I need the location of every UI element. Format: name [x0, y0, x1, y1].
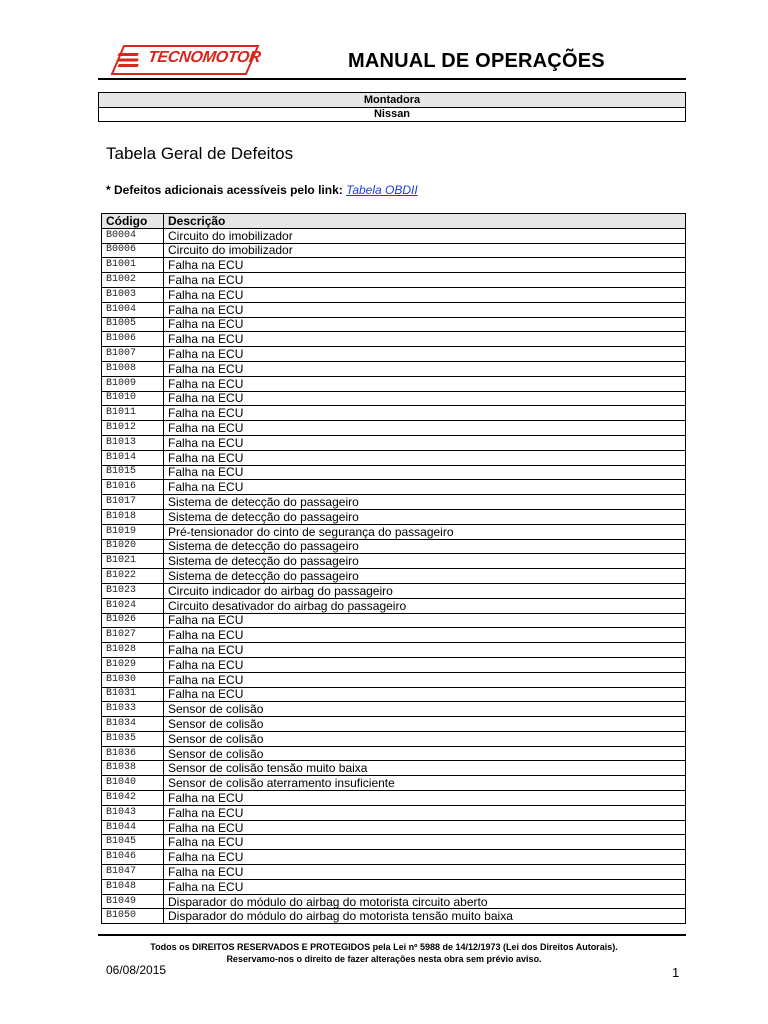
- obdii-table-link[interactable]: Tabela OBDII: [346, 183, 418, 197]
- manufacturer-label: Montadora: [99, 93, 685, 108]
- defect-code: B1019: [102, 524, 164, 539]
- defect-code: B1014: [102, 450, 164, 465]
- table-row: [102, 228, 686, 243]
- table-row: [102, 746, 686, 761]
- defect-description: Falha na ECU: [164, 465, 686, 480]
- defect-code: B1044: [102, 820, 164, 835]
- defect-code: B1017: [102, 495, 164, 510]
- defect-code: B1011: [102, 406, 164, 421]
- table-row: [102, 628, 686, 643]
- page-title: MANUAL DE OPERAÇÕES: [348, 50, 605, 72]
- table-row: [102, 820, 686, 835]
- defect-description: Circuito indicador do airbag do passageiro: [164, 583, 686, 598]
- defect-code: B1004: [102, 302, 164, 317]
- table-row: [102, 332, 686, 347]
- table-row: [102, 702, 686, 717]
- defect-code: B1046: [102, 850, 164, 865]
- defect-code: B1048: [102, 879, 164, 894]
- defect-code: B1013: [102, 435, 164, 450]
- defect-code: B1001: [102, 258, 164, 273]
- table-row: [102, 287, 686, 302]
- defect-code: B1027: [102, 628, 164, 643]
- defect-description: Sistema de detecção do passageiro: [164, 495, 686, 510]
- defect-code: B1030: [102, 672, 164, 687]
- defect-description: Falha na ECU: [164, 687, 686, 702]
- defects-table: [101, 213, 686, 924]
- defect-description: Falha na ECU: [164, 879, 686, 894]
- defect-description: Falha na ECU: [164, 657, 686, 672]
- defect-description: Sensor de colisão: [164, 717, 686, 732]
- table-row: [102, 835, 686, 850]
- defect-description: Falha na ECU: [164, 376, 686, 391]
- defect-description: Sistema de detecção do passageiro: [164, 509, 686, 524]
- table-row: [102, 865, 686, 880]
- defect-description: Falha na ECU: [164, 835, 686, 850]
- defect-code: B1021: [102, 554, 164, 569]
- defect-code: B1023: [102, 583, 164, 598]
- defect-code: B1008: [102, 361, 164, 376]
- table-row: [102, 465, 686, 480]
- table-row: [102, 480, 686, 495]
- defect-code: B1003: [102, 287, 164, 302]
- table-row: [102, 406, 686, 421]
- defect-code: B1050: [102, 909, 164, 924]
- defect-code: B1031: [102, 687, 164, 702]
- table-row: [102, 894, 686, 909]
- defect-description: Sistema de detecção do passageiro: [164, 554, 686, 569]
- defect-code: B1010: [102, 391, 164, 406]
- defect-code: B1009: [102, 376, 164, 391]
- defect-description: Sensor de colisão: [164, 731, 686, 746]
- defect-code: B1043: [102, 805, 164, 820]
- defect-description: Falha na ECU: [164, 850, 686, 865]
- header-divider: [98, 78, 686, 80]
- table-row: [102, 495, 686, 510]
- table-row: [102, 717, 686, 732]
- defect-description: Sensor de colisão: [164, 746, 686, 761]
- table-row: [102, 524, 686, 539]
- table-row: [102, 509, 686, 524]
- defect-description: Sensor de colisão: [164, 702, 686, 717]
- defect-code: B1007: [102, 347, 164, 362]
- table-row: [102, 302, 686, 317]
- logo-text: TECNOMOTOR: [146, 49, 262, 66]
- defect-description: Sensor de colisão tensão muito baixa: [164, 761, 686, 776]
- defect-description: Disparador do módulo do airbag do motorista tensão muito baixa: [164, 909, 686, 924]
- table-row: [102, 879, 686, 894]
- defect-description: Falha na ECU: [164, 406, 686, 421]
- table-header-row: [102, 214, 686, 229]
- rights-notice: Reservamo-nos o direito de fazer alterações nesta obra sem prévio aviso.: [226, 954, 542, 964]
- table-row: [102, 421, 686, 436]
- table-row: [102, 361, 686, 376]
- defect-code: B1005: [102, 317, 164, 332]
- defect-description: Falha na ECU: [164, 347, 686, 362]
- defect-code: B1022: [102, 569, 164, 584]
- defect-description: Circuito do imobilizador: [164, 243, 686, 258]
- defect-description: Falha na ECU: [164, 613, 686, 628]
- section-title: Tabela Geral de Defeitos: [106, 144, 294, 163]
- defect-description: Falha na ECU: [164, 672, 686, 687]
- table-row: [102, 450, 686, 465]
- defect-description: Falha na ECU: [164, 287, 686, 302]
- defect-code: B1036: [102, 746, 164, 761]
- table-row: [102, 657, 686, 672]
- table-row: [102, 909, 686, 924]
- table-row: [102, 569, 686, 584]
- table-row: [102, 376, 686, 391]
- defect-code: B0006: [102, 243, 164, 258]
- note-text: * Defeitos adicionais acessíveis pelo link:: [106, 183, 347, 197]
- table-row: [102, 776, 686, 791]
- header-code: Código: [102, 214, 164, 229]
- defect-code: B1049: [102, 894, 164, 909]
- table-row: [102, 583, 686, 598]
- defect-code: B0004: [102, 228, 164, 243]
- page-number: 1: [672, 965, 680, 980]
- header-description: Descrição: [164, 214, 686, 229]
- defect-description: Falha na ECU: [164, 820, 686, 835]
- defect-code: B1018: [102, 509, 164, 524]
- defect-description: Sensor de colisão aterramento insuficiente: [164, 776, 686, 791]
- defect-code: B1042: [102, 791, 164, 806]
- table-row: [102, 687, 686, 702]
- defect-description: Circuito desativador do airbag do passageiro: [164, 598, 686, 613]
- table-row: [102, 672, 686, 687]
- defect-description: Pré-tensionador do cinto de segurança do passageiro: [164, 524, 686, 539]
- defect-code: B1002: [102, 273, 164, 288]
- defect-description: Falha na ECU: [164, 317, 686, 332]
- table-row: [102, 791, 686, 806]
- defect-code: B1040: [102, 776, 164, 791]
- document-date: 06/08/2015: [106, 963, 167, 977]
- defect-code: B1045: [102, 835, 164, 850]
- table-row: [102, 805, 686, 820]
- defect-code: B1028: [102, 643, 164, 658]
- defect-description: Falha na ECU: [164, 273, 686, 288]
- table-row: [102, 347, 686, 362]
- defect-code: B1016: [102, 480, 164, 495]
- table-row: [102, 850, 686, 865]
- defect-code: B1038: [102, 761, 164, 776]
- table-row: [102, 435, 686, 450]
- table-row: [102, 731, 686, 746]
- defect-code: B1029: [102, 657, 164, 672]
- defect-description: Falha na ECU: [164, 421, 686, 436]
- table-row: [102, 317, 686, 332]
- table-row: [102, 554, 686, 569]
- defect-description: Falha na ECU: [164, 643, 686, 658]
- defect-description: Falha na ECU: [164, 450, 686, 465]
- defect-code: B1035: [102, 731, 164, 746]
- table-row: [102, 598, 686, 613]
- defect-description: Falha na ECU: [164, 435, 686, 450]
- defect-code: B1034: [102, 717, 164, 732]
- defect-code: B1024: [102, 598, 164, 613]
- defect-code: B1012: [102, 421, 164, 436]
- manufacturer-value: Nissan: [373, 108, 411, 120]
- defect-code: B1033: [102, 702, 164, 717]
- manufacturer-box: [98, 92, 686, 122]
- defect-code: B1026: [102, 613, 164, 628]
- defect-code: B1006: [102, 332, 164, 347]
- footer-divider: [98, 934, 686, 936]
- defect-description: Falha na ECU: [164, 480, 686, 495]
- table-row: [102, 258, 686, 273]
- defect-description: Circuito do imobilizador: [164, 228, 686, 243]
- additional-defects-note: [106, 183, 418, 197]
- table-row: [102, 273, 686, 288]
- tecnomotor-logo: [110, 44, 260, 76]
- defect-description: Falha na ECU: [164, 361, 686, 376]
- defect-description: Sistema de detecção do passageiro: [164, 539, 686, 554]
- defect-code: B1015: [102, 465, 164, 480]
- defect-description: Falha na ECU: [164, 865, 686, 880]
- table-row: [102, 243, 686, 258]
- defect-description: Falha na ECU: [164, 628, 686, 643]
- defect-description: Sistema de detecção do passageiro: [164, 569, 686, 584]
- table-row: [102, 761, 686, 776]
- defect-description: Falha na ECU: [164, 391, 686, 406]
- defect-description: Falha na ECU: [164, 791, 686, 806]
- defect-description: Falha na ECU: [164, 805, 686, 820]
- defect-description: Falha na ECU: [164, 302, 686, 317]
- defect-description: Falha na ECU: [164, 258, 686, 273]
- defect-code: B1020: [102, 539, 164, 554]
- defect-code: B1047: [102, 865, 164, 880]
- defect-description: Disparador do módulo do airbag do motorista circuito aberto: [164, 894, 686, 909]
- table-row: [102, 643, 686, 658]
- table-row: [102, 539, 686, 554]
- defect-description: Falha na ECU: [164, 332, 686, 347]
- table-row: [102, 391, 686, 406]
- table-row: [102, 613, 686, 628]
- copyright-notice: Todos os DIREITOS RESERVADOS E PROTEGIDOS pela Lei nº 5988 de 14/12/1973 (Lei dos Direitos Autorais).: [150, 942, 618, 952]
